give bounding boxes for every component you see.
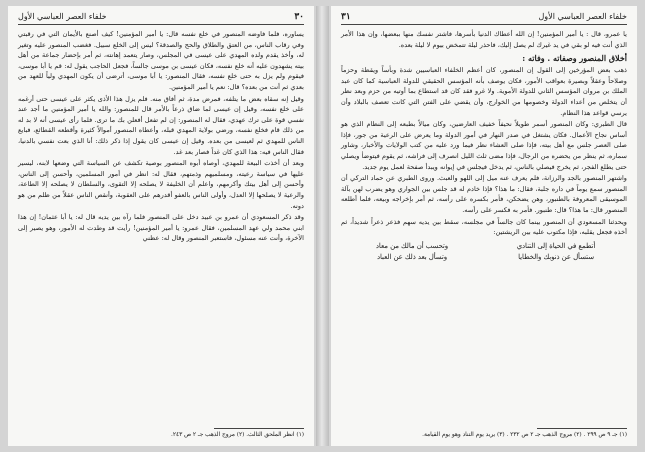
verse-line-2a: ستسأل عن ذنوبك والخطايا (518, 252, 594, 261)
verse-line-2b: وتسأل بعد ذلك عن العباد (376, 252, 448, 261)
verse-line-1a: أتطمع في الحياة إلى التنادي (516, 241, 596, 250)
left-running-head: خلفاء العصر العباسي الأول (18, 12, 107, 21)
right-paragraph-1: ذهب بعض المؤرخين إلى القول إن المنصور، كان أعظم الخلفاء العباسيين شدة وبأساً ويقظة وحزماً وصلاحاً وعقلاً وبصيرة بعواقب الأمور، فكان يوصف بأنه المؤسس الحقيقي للدولة العباسية كما كان عبد الملك بن مروان المؤسس الثاني للدولة الأموية. ولا غرو فقد كان قد استطاع بما أوتيه من حزم وبعد نظر أن يتخلص من أعداء الدولة وخصومها من الخوارج، وأن يقضي على الفتن التي كانت تعصف بالبلاد وأن يرسي قواعد هذا النظام. (341, 66, 627, 117)
left-page-number: ٣٠ (294, 12, 304, 22)
left-paragraph-2: وقيل إنه سقاه بعض ما يتلفه، فمرض مدة، ثم أفاق منه. فلم يزل هذا الأذى يكثر على عيسى حتى أرغمه على خلع نفسه، وقيل إن عيسى لما ضاق ذرعاً بالأمر قال للمنصور: والله يا أمير المؤمنين ما أجد عند نفسي قوة على ترك عهدي، فقال له المنصور: إن لم تفعل أفعلن بك ما ترى. فلما رأى عيسى أنه لا بد له من ذلك قام فخلع نفسه، ورضي بولاية المهدي قبله، وأعطاه المنصور أموالاً كثيرة وأقطعه القطائع، فبايع الناس للمهدي ثم لعيسى من بعده. وقيل إن عيسى كان يقول إذا ذكر ذلك: أنا الذي بعت نفسي بالدنيا، فقال الناس فيه: هذا الذي كان غداً فصار بعد غد. (18, 94, 304, 156)
right-paragraph-2: قال الطبري: وكان المنصور أسمر طويلاً نحيفاً خفيف العارضين، وكان ميالاً بطبعه إلى النظام الذي هو أساس نجاح الأعمال. فكان يشتغل في صدر النهار في أمور الدولة وما يعرض على الرعية من جور، فإذا صلى العصر جلس مع أهل بيته، فإذا صلى العشاء نظر فيما ورد عليه من كتب الولايات والأخبار، وشاور سماره، ثم ينظر من يحضره من الرجال، فإذا مضى ثلث الليل انصرف إلى فراشه، ثم يقوم فيتوضأ ويصلي حتى يطلع الفجر، ثم يخرج فيصلي بالناس، ثم يدخل فيجلس في إيوانه ويبدأ صفحة لعمل يوم جديد. (341, 120, 627, 171)
left-paragraph-4: وقد ذكر المسعودي أن عمرو بن عبيد دخل على المنصور فلما رآه بين يديه قال له: يا أبا عثمان! إن هذا ابني محمد ولي عهد المسلمين، فقال عمرو: يا أمير المؤمنين! رأيت قد وطدت له الأمور، وهو يصير إلى الآخرة، وأنت عنه مسئول، فاستعبر المنصور وقال له: عظني (18, 213, 304, 243)
section-heading: أخلاق المنصور وصفاته . وفاته : (522, 53, 627, 64)
right-footnote-rule (537, 428, 627, 429)
book-gutter (316, 6, 329, 446)
left-page-header (18, 12, 304, 25)
left-paragraph-1: يساوره، فلما فاوضه المنصور في خلع نفسه قال: يا أمير المؤمنين! كيف أصنع بالأيمان التي في رقبتي وفي رقاب الناس، من العتق والطلاق والحج والصدقة؟ ليس إلى الخلع سبيل. فغضب المنصور عليه وتغير له، وأخذ يقدم ولده المهدي على عيسى في المجلس، وصار يتعمد إهانته، ثم أمر بإحضار جماعة من أهل بيته يشهدون عليه أنه خلع نفسه، فكان عيسى بن موسى جالساً، فجعل الحاجب يقول له: قم يا أبا موسى، فيقوم ولم يزل به حتى خلع نفسه، فقال المنصور: يا أبا موسى، أترضى أن يكون المهدي ولياً للعهد من بعدي ثم أنت من بعده؟ قال: نعم يا أمير المؤمنين. (18, 30, 304, 91)
right-paragraph-4: ويحدثنا المسعودي أن المنصور بينما كان جالساً في مجلسه، سقط بين يديه سهم فذعر ذعراً شديداً، ثم أخذه فجعل يقلبه، فإذا مكتوب عليه بين الريشتين: (341, 217, 627, 237)
left-footnote-text: (١) انظر الملحق الثالث. (٢) مروج الذهب جـ ٢ ص ٢٤٣. (171, 432, 304, 438)
left-page (8, 6, 314, 446)
right-page (331, 6, 637, 446)
right-footnotes (341, 428, 627, 440)
right-paragraph-3: واشتهر المنصور بالجد والرزانة، فلم يعرف عنه ميل إلى اللهو والعبث. وروى الطبري عن حماد التركي أن المنصور سمع يوماً في داره جلبة، فقال: ما هذا؟ فإذا خادم له قد جلس بين الجواري وهو يضرب لهن بآلة الموسيقى المعروفة بالطنبور، وهن يضحكن، فأمر بكسره على رأسه، ثم أمر بإخراجه وبيعه، فلما أطلعه المنصور قال: ما هذا؟ قال: طنبور. فأمر به فكسر على رأسه. (341, 174, 627, 214)
left-footnote-rule (214, 428, 304, 429)
verse-line-1b: وتحسب أن مالك من معاد (375, 241, 449, 250)
right-running-head: خلفاء العصر العباسي الأول (538, 12, 627, 21)
right-page-number: ٣١ (341, 12, 351, 22)
left-footnotes (18, 428, 304, 440)
poem-verses (347, 241, 621, 263)
left-paragraph-3: وبعد أن أخذت البيعة للمهدي، أوصاه أبوه المنصور بوصية تكشف عن السياسة التي وضعها لابنه، ليسير عليها في سياسة رعيته، ومسلميهم وذمتهم، فقال له: انظر في أمور المسلمين، وأحسن إلى الناس، وأحسن إلى أهل بيتك وأكرمهم، واعلم أن الخليفة لا يصلحه إلا التقوى، والسلطان لا يصلحه إلا الطاعة، والرعية لا يصلحها إلا العدل، وأولى الناس بالعفو أقدرهم على العقوبة، وأنقص الناس عقلاً من ظلم من هو دونه. (18, 159, 304, 210)
right-intro-paragraph: يا عمرو، قال : يا أمير المؤمنين! إن الله أعطاك الدنيا بأسرها، فاشتر نفسك منها ببعضها، وإن هذا الأمر الذي أنت فيه لو بقي في يد غيرك لم يصل إليك، فاحذر ليلة تتمخض بيوم لا ليلة بعده. (341, 30, 627, 49)
right-page-header (341, 12, 627, 25)
right-footnote-text: (١) جـ ٩ ص ٢٩٩ . (٢) مروج الذهب جـ ٢ ص ٢٣٢ . (٣) يريد يوم التناد وهو يوم القيامة. (422, 432, 627, 438)
